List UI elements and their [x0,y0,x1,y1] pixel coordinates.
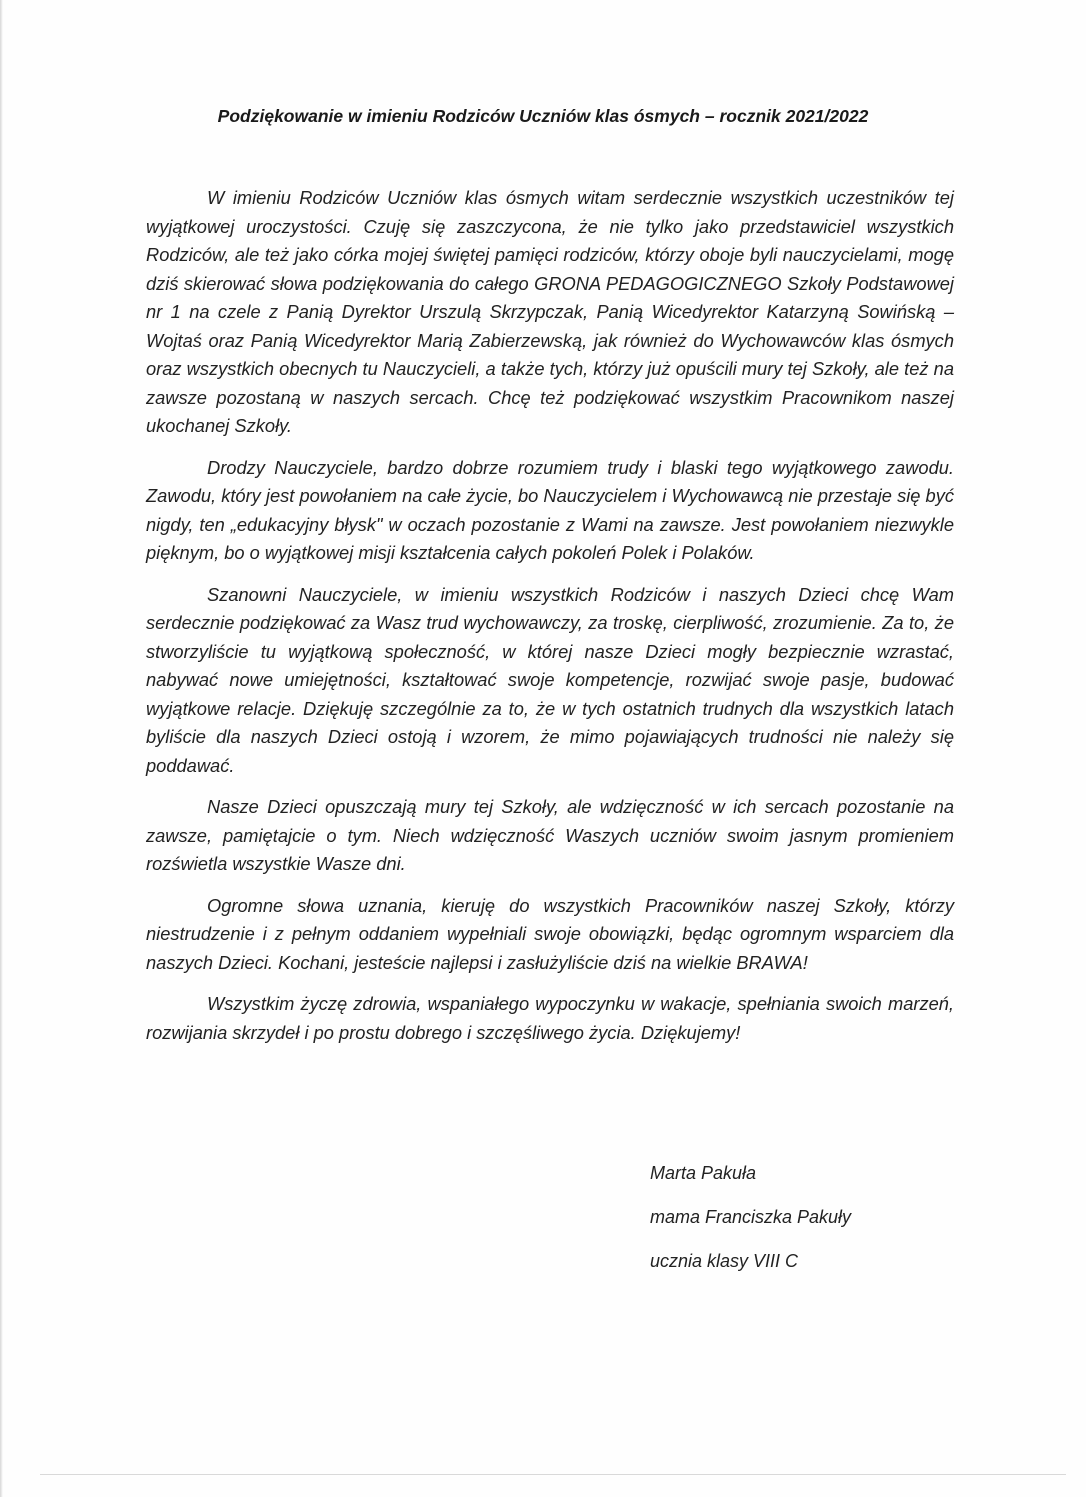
letter-body [146,184,954,1060]
paragraph-gratitude: Nasze Dzieci opuszczają mury tej Szkoły, ale wdzięczność w ich sercach pozostanie na zawsze, pamiętajcie o tym. Niech wdzięczność Waszych uczniów swoim jasnym promieniem rozświetla wszystkie Wasze dni. [146,796,954,874]
signature-name: Marta Pakuła [650,1163,757,1183]
paragraph-staff: Ogromne słowa uznania, kieruję do wszystkich Pracowników naszej Szkoły, którzy niestrudzenie i z pełnym oddaniem wypełniali swoje obowiązki, będąc ogromnym wsparciem dla naszych Dzieci. Kochani, jesteście najlepsi i zasłużyliście dziś na wielkie BRAWA! [146,894,954,973]
signature-class: ucznia klasy VIII C [650,1251,799,1271]
paragraph-teachers: Drodzy Nauczyciele, bardzo dobrze rozumiem trudy i blaski tego wyjątkowego zawodu. Zawodu, który jest powołaniem na całe życie, bo Nauczycielem i Wychowawcą nie przestaje się być nigdy, ten „edukacyjny błysk" w oczach pozostanie z Wami na zawsze. Jest powołaniem niezwykle pięknym, bo o wyjątkowej misji kształcenia całych pokoleń Polek i Polaków. [146,456,954,563]
signature-relation: mama Franciszka Pakuły [650,1207,852,1227]
signature-block [650,1160,1050,1292]
paragraph-greeting: W imieniu Rodziców Uczniów klas ósmych witam serdecznie wszystkich uczestników tej wyjątkowej uroczystości. Czuję się zaszczycona, że nie tylko jako przedstawiciel wszystkich Rodziców, ale też jako córka mojej świętej pamięci rodziców, którzy oboje byli nauczycielami, mogę dziś skierować słowa podziękowania do całego GRONA PEDAGOGICZNEGO Szkoły Podstawowej nr 1 na czele z Panią Dyrektor Urszulą Skrzypczak, Panią Wicedyrektor Katarzyną Sowińską – Wojtaś oraz Panią Wicedyrektor Marią Zabierzewską, jak również do Wychowawców klas ósmych oraz wszystkich obecnych tu Nauczycieli, a także tych, którzy już opuścili mury tej Szkoły, ale też na zawsze pozostaną w naszych sercach. Chcę też podziękować wszystkim Pracownikom naszej ukochanej Szkoły. [146,187,954,436]
paragraph-thanks: Szanowni Nauczyciele, w imieniu wszystkich Rodziców i naszych Dzieci chcę Wam serdecznie podziękować za Wasz trud wychowawczy, za troskę, cierpliwość, zrozumienie. Za to, że stworzyliście tu wyjątkową społeczność, w której nasze Dzieci mogły bezpiecznie wzrastać, nabywać nowe umiejętności, kształtować swoje kompetencje, rozwijać swoje pasje, budować wyjątkowe relacje. Dziękuję szczególnie za to, że w tych ostatnich trudnych dla wszystkich latach byliście dla naszych Dzieci ostoją i wzorem, że mimo pojawiających trudności nie należy się poddawać. [146,583,954,776]
scan-edge [0,0,3,1497]
document-title: Podziękowanie w imieniu Rodziców Uczniów klas ósmych – rocznik 2021/2022 [217,106,869,126]
paragraph-wishes: Wszystkim życzę zdrowia, wspaniałego wypoczynku w wakacje, spełniania swoich marzeń, rozwijania skrzydeł i po prostu dobrego i szczęśliwego życia. Dziękujemy! [146,993,954,1043]
scan-bottom-line [40,1474,1066,1475]
